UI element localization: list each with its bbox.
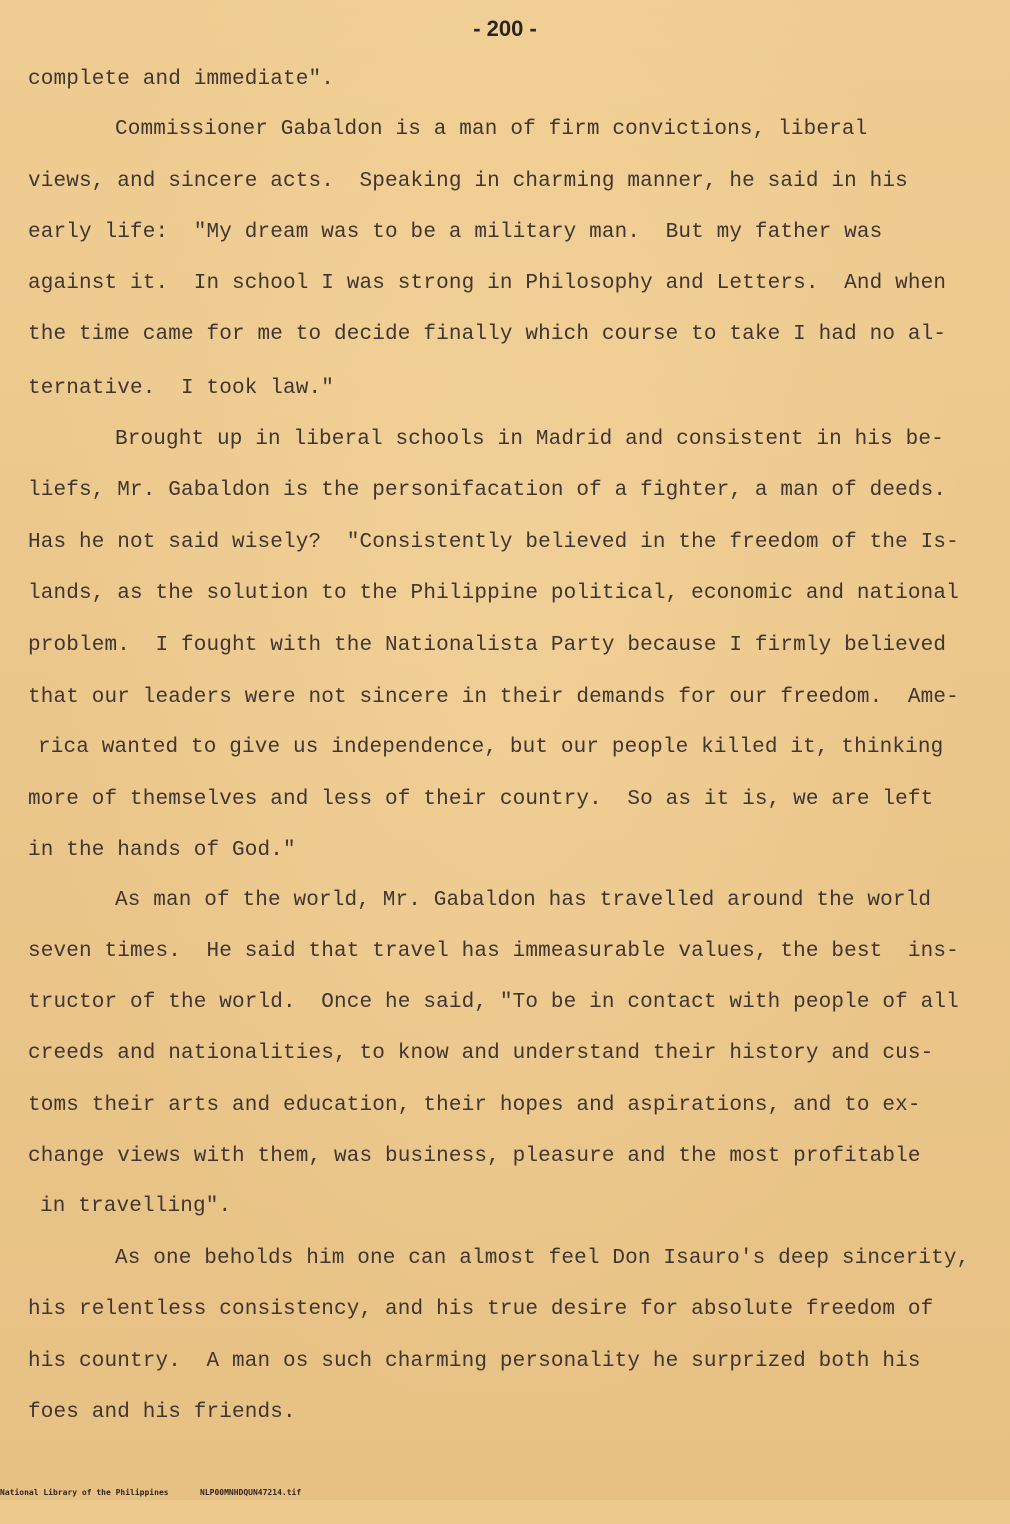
scan-footer [0, 1488, 1010, 1524]
text-line: liefs, Mr. Gabaldon is the personifacation of a fighter, a man of deeds. [28, 479, 947, 502]
text-line: problem. I fought with the Nationalista Party because I firmly believed [28, 634, 947, 657]
text-line: in travelling". [40, 1195, 232, 1218]
text-line: his relentless consistency, and his true desire for absolute freedom of [28, 1298, 934, 1321]
text-line: complete and immediate". [28, 68, 335, 91]
text-line: ternative. I took law." [28, 377, 335, 400]
text-line: seven times. He said that travel has immeasurable values, the best ins- [28, 940, 959, 963]
text-line: Commissioner Gabaldon is a man of firm convictions, liberal [115, 118, 868, 141]
text-line: toms their arts and education, their hopes and aspirations, and to ex- [28, 1094, 921, 1117]
footer-filename: NLP00MNHDQUN47214.tif [200, 1488, 302, 1497]
text-line: rica wanted to give us independence, but our people killed it, thinking [38, 736, 944, 759]
text-line: in the hands of God." [28, 839, 296, 862]
page-number: - 200 - [473, 16, 537, 41]
text-line: his country. A man os such charming personality he surprized both his [28, 1350, 921, 1373]
text-line: creeds and nationalities, to know and understand their history and cus- [28, 1042, 934, 1065]
text-line: tructor of the world. Once he said, "To be in contact with people of all [28, 991, 959, 1014]
text-line: the time came for me to decide finally which course to take I had no al- [28, 323, 947, 346]
text-line: lands, as the solution to the Philippine political, economic and national [28, 582, 959, 605]
footer-source: National Library of the Philippines [0, 1488, 169, 1497]
text-line: foes and his friends. [28, 1401, 296, 1424]
text-line: more of themselves and less of their country. So as it is, we are left [28, 788, 934, 811]
text-line: early life: "My dream was to be a military man. But my father was [28, 221, 883, 244]
text-line: As man of the world, Mr. Gabaldon has travelled around the world [115, 889, 932, 912]
text-line: views, and sincere acts. Speaking in charming manner, he said in his [28, 170, 908, 193]
text-line: change views with them, was business, pleasure and the most profitable [28, 1145, 921, 1168]
text-line: Has he not said wisely? "Consistently believed in the freedom of the Is- [28, 531, 959, 554]
text-line: As one beholds him one can almost feel Don Isauro's deep sincerity, [115, 1247, 970, 1270]
text-line: against it. In school I was strong in Philosophy and Letters. And when [28, 272, 947, 295]
text-line: Brought up in liberal schools in Madrid and consistent in his be- [115, 428, 944, 451]
text-line: that our leaders were not sincere in their demands for our freedom. Ame- [28, 686, 959, 709]
